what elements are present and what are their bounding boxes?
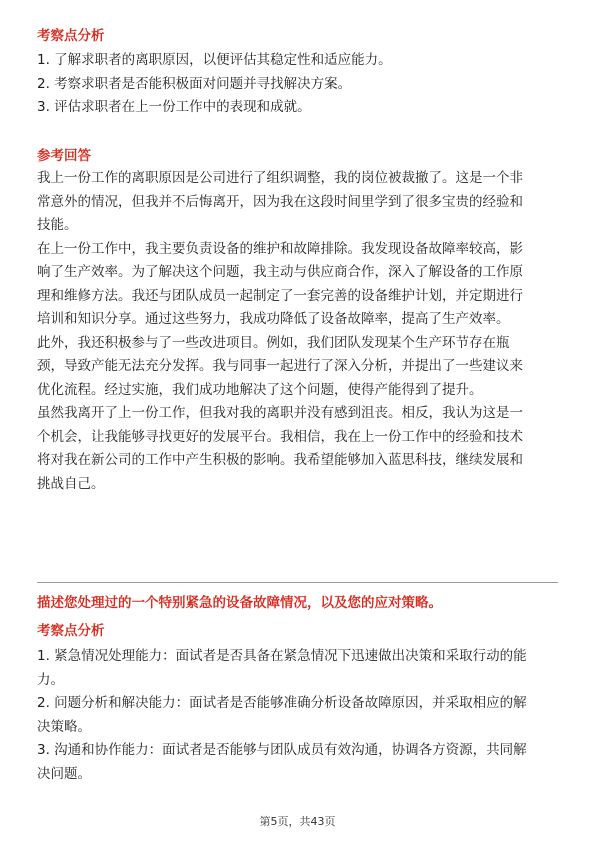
- paragraph-line: 培训和知识分享。通过这些努力，我成功降低了设备故障率，提高了生产效率。: [37, 311, 510, 327]
- paragraph-line: 理和维修方法。我还与团队成员一起制定了一套完善的设备维护计划，并定期进行: [37, 287, 523, 304]
- section-heading: 考察点分析: [37, 623, 105, 639]
- paragraph-line: 个机会，让我能够寻找更好的发展平台。我相信，我在上一份工作中的经验和技术: [37, 428, 523, 445]
- reference-answer-section: [37, 146, 567, 166]
- analysis-list-2: [37, 645, 567, 786]
- section-heading: 考察点分析: [37, 28, 105, 44]
- list-item-line: 决策略。: [37, 718, 91, 735]
- analysis-section-1: [37, 26, 567, 46]
- list-item-line: 决问题。: [37, 765, 91, 782]
- paragraph-line: 此外，我还积极参与了一些改进项目。例如，我们团队发现某个生产环节存在瓶: [37, 334, 510, 351]
- paragraph: [37, 332, 567, 403]
- paragraph: [37, 167, 567, 238]
- paragraph-line: 颈，导致产能无法充分发挥。我与同事一起进行了深入分析，并提出了一些建议来: [37, 358, 523, 374]
- paragraph-line: 我上一份工作的离职原因是公司进行了组织调整，我的岗位被裁撤了。这是一个非: [37, 170, 523, 186]
- interview-question: 描述您处理过的一个特别紧急的设备故障情况，以及您的应对策略。: [37, 595, 442, 611]
- list-item-line: 3. 沟通和协作能力：面试者是否能够与团队成员有效沟通，协调各方资源，共同解: [37, 742, 527, 758]
- paragraph-line: 将对我在新公司的工作中产生积极的影响。我希望能够加入蓝思科技，继续发展和: [37, 452, 523, 468]
- list-item: [37, 739, 567, 786]
- paragraph-line: 优化流程。经过实施，我们成功地解决了这个问题，使得产能得到了提升。: [37, 381, 483, 398]
- page-number: 第5页，共43页: [259, 815, 336, 828]
- list-item-line: 1. 紧急情况处理能力：面试者是否具备在紧急情况下迅速做出决策和采取行动的能: [37, 648, 527, 664]
- paragraph-line: 响了生产效率。为了解决这个问题，我主动与供应商合作，深入了解设备的工作原: [37, 264, 523, 280]
- analysis-list-1: [37, 49, 567, 120]
- paragraph-line: 常意外的情况，但我并不后悔离开，因为我在这段时间里学到了很多宝贵的经验和: [37, 193, 523, 210]
- list-item: 3. 评估求职者在上一份工作中的表现和成就。: [37, 99, 311, 115]
- paragraph-line: 在上一份工作中，我主要负责设备的维护和故障排除。我发现设备故障率较高，影: [37, 240, 523, 257]
- answer-paragraphs: [37, 167, 567, 496]
- paragraph-line: 技能。: [37, 217, 78, 233]
- list-item: [37, 692, 567, 739]
- analysis-section-2: [37, 621, 567, 641]
- paragraph-line: 虽然我离开了上一份工作，但我对我的离职并没有感到沮丧。相反，我认为这是一: [37, 405, 523, 421]
- paragraph: [37, 402, 567, 496]
- list-item: 1. 了解求职者的离职原因，以便评估其稳定性和适应能力。: [37, 52, 392, 68]
- section-heading: 参考回答: [37, 148, 91, 164]
- list-item: [37, 645, 567, 692]
- list-item-line: 2. 问题分析和解决能力：面试者是否能够准确分析设备故障原因，并采取相应的解: [37, 695, 527, 711]
- section-divider: [37, 582, 558, 583]
- list-item-line: 力。: [37, 671, 64, 688]
- list-item: 2. 考察求职者是否能积极面对问题并寻找解决方案。: [37, 75, 352, 92]
- paragraph-line: 挑战自己。: [37, 475, 105, 492]
- paragraph: [37, 238, 567, 332]
